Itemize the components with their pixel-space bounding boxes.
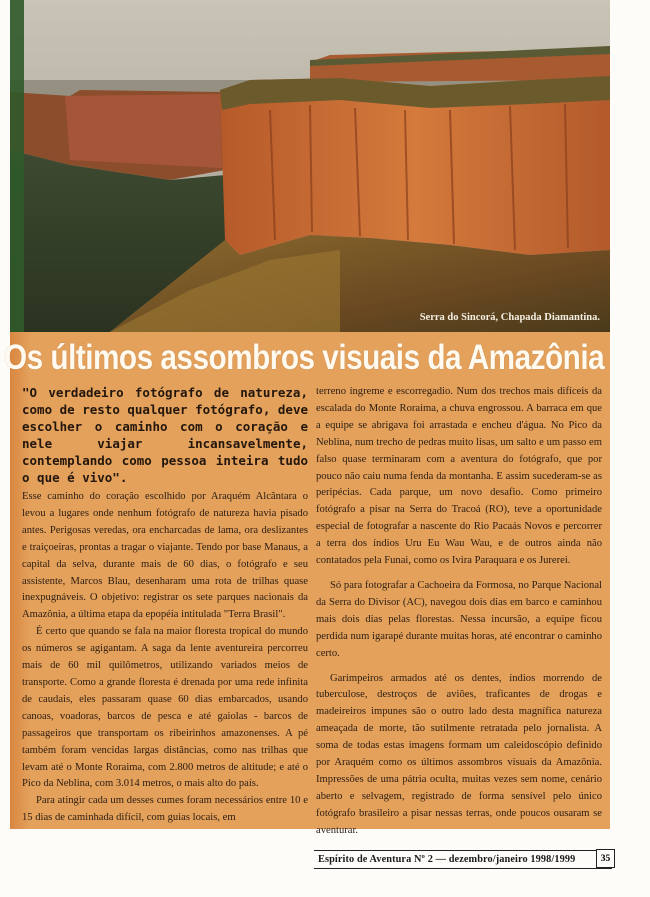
article-paragraph: É certo que quando se fala na maior floresta tropical do mundo os números se agigantam. A saga da lente aventureira percorreu mais de 60 mil quilômetros, utilizando variados meios de transporte. Como a grande floresta é drenada por uma rede infinita de caudais, eles passaram quase 60 dias embarcados, usando canoas, voadoras, barcos de pesca e até gaiolas - barcos de passageiros que transportam os ribeirinhos amazonenses. A pé também foram vencidas largas distâncias, como nas trilhas que levam até o Monte Roraima, com 2.800 metros de altitude; e até o Pico da Neblina, com 3.014 metros, o mais alto do país. bbox=[22, 626, 308, 790]
landscape-photo bbox=[10, 0, 610, 332]
article-block bbox=[4, 332, 610, 836]
article-column-right bbox=[316, 384, 602, 840]
article-paragraph: Esse caminho do coração escolhido por Araquém Alcântara o levou a lugares onde nenhum fotógrafo de natureza havia pisado antes. Perigosas veredas, ora encharcadas de lama, ora deslizantes e traiçoeiras, prontas a tragar o viajante. Tendo por base Manaus, a capital da selva, durante mais de 60 dias, o fotógrafo e seu assistente, Marcos Blau, desenharam uma rota de trilhas quase inexpugnáveis. O objetivo: registrar os sete parques nacionais da Amazônia, a última etapa da epopéia intitulada "Terra Brasil". bbox=[22, 491, 308, 621]
article-paragraph: Garimpeiros armados até os dentes, índios morrendo de tuberculose, destroços de aviões, traficantes de drogas e madeireiros impunes são o outro lado desta magnífica natureza ameaçada de morte, tão sutilmente retratada pelo jornalista. A soma de todas estas imagens formam um caleidoscópio definido por Araquém como os últimos assombros visuais da Amazônia. Impressões de uma pátria oculta, muitas vezes sem nome, cenário aberto e selvagem, registrado de forma sensível pelo único fotógrafo brasileiro a pisar nessas terras, onde poucos ousaram se aventurar. bbox=[316, 672, 602, 836]
article-paragraph: terreno íngreme e escorregadio. Num dos trechos mais difíceis da escalada do Monte Roraima, a chuva engrossou. A barraca em que a equipe se abrigava foi arrastada e encheu d'água. No Pico da Neblina, num trecho de pedras muito lisas, um salto e um passo em falso quase terminaram com a aventura do fotógrafo, que por pouco não caiu numa fenda da montanha. E assim sucederam-se as peripécias. Cada parque, um novo desafio. Como primeiro fotógrafo a pisar na Serra do Tracoá (RO), teve a oportunidade especial de fotografar a nascente do Rio Pacaás Novos e percorrer a terra dos índios Uru Eu Wau Wau, e de outros ainda não contatados pela Funai, como os Ivira Paraquara e os Jurerei. bbox=[316, 386, 602, 567]
article-headline: Os últimos assombros visuais da Amazônia bbox=[4, 338, 605, 377]
running-title: Espírito de Aventura Nº 2 — dezembro/janeiro 1998/1999 bbox=[318, 854, 576, 865]
article-paragraph: Para atingir cada um desses cumes foram necessários entre 10 e 15 dias de caminhada difícil, com guias locais, em bbox=[22, 795, 308, 824]
photo-caption: Serra do Sincorá, Chapada Diamantina. bbox=[419, 312, 600, 323]
article-paragraph: Só para fotografar a Cachoeira da Formosa, no Parque Nacional da Serra do Divisor (AC), navegou dois dias em barco e caminhou mais dois dias pelas florestas. Nessa incursão, a equipe ficou perdida num igarapé durante muitas horas, até encontrar o caminho certo. bbox=[316, 579, 602, 659]
running-footer bbox=[314, 850, 612, 869]
article-column-left bbox=[22, 384, 308, 827]
page-number: 35 bbox=[596, 849, 615, 868]
cliff-landscape-image bbox=[10, 0, 610, 332]
article-intro-quote: "O verdadeiro fotógrafo de natureza, como de resto qualquer fotógrafo, deve escolher o caminho com o coração e nele viajar incansavelmente, contemplando como pessoa inteira tudo o que é vivo". bbox=[22, 385, 308, 485]
